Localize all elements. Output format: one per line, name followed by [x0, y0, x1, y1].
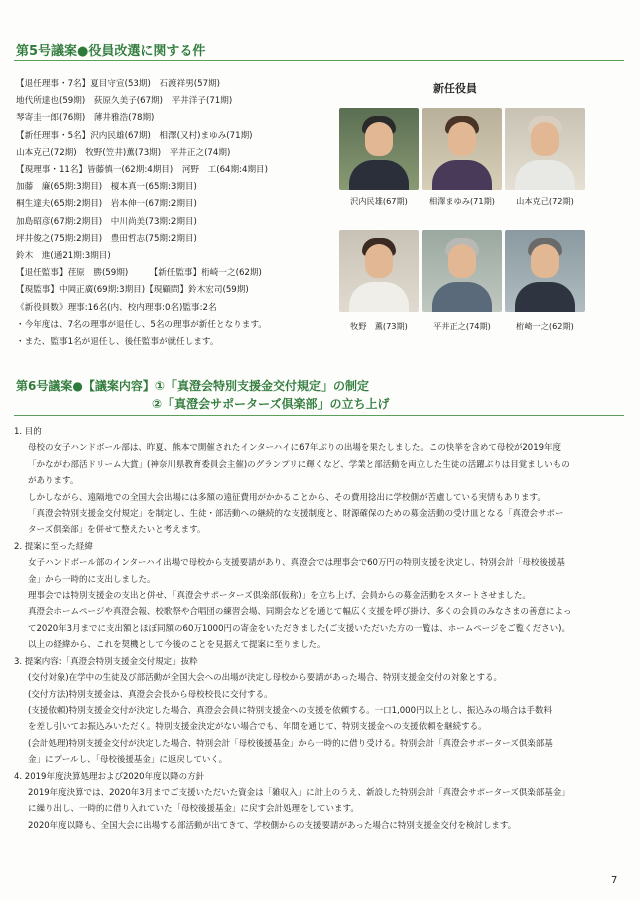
item-text: 2020年度以降も、全国大会に出場する部活動が出てきて、学校側からの支援要請があった場合に特別支援金交付を検討します。: [28, 820, 517, 831]
item-heading: 4. 2019年度決算処理および2020年度以降の方針: [14, 771, 205, 782]
officer-line: 地代所達也(59期) 荻原久美子(67期) 平井洋子(71期): [16, 96, 233, 107]
item-heading: 3. 提案内容:「真澄会特別支援金交付規定」抜粋: [14, 656, 198, 667]
item-heading: 2. 提案に至った経緯: [14, 541, 93, 552]
portrait-photo: [505, 108, 585, 190]
item-text: ターズ倶楽部」を併せて整えたいと考えます。: [28, 525, 206, 536]
officer-line: 山本克己(72期) 牧野(笠井)薫(73期) 平井正之(74期): [16, 147, 231, 158]
officer-line: 桐生達夫(65期:2期目) 岩本伸一(67期:2期目): [16, 199, 197, 210]
item-text: (会計処理)特別支援金交付が決定した場合、特別会計「母校後援基金」から一時的に借り受ける。特別会計「真澄会サポーターズ倶楽部基: [28, 738, 553, 749]
item-text: 理事会では特別支援金の支出と併せ、「真澄会サポーターズ倶楽部(仮称)」を立ち上げ、会員からの募金活動をスタートさせました。: [28, 591, 531, 602]
officer-line: ・今年度は、7名の理事が退任し、5名の理事が新任となります。: [16, 319, 267, 330]
section6-title: 第6号議案●【議案内容】①「真澄会特別支援金交付規定」の制定: [16, 379, 369, 393]
section5-title: 第5号議案●役員改選に関する件: [16, 44, 206, 59]
photo-caption: 平井正之(74期): [433, 321, 491, 331]
officer-line: ・また、監事1名が退任し、後任監事が就任します。: [16, 337, 219, 348]
officer-line: 加藤 廉(65期:3期目) 榎本真一(65期:3期目): [16, 182, 197, 193]
officer-line: 《新役員数》理事:16名(内、校内理事:0名)監事:2名: [16, 302, 217, 313]
item-text: (交付方法)特別支援金は、真澄会会長から母校校長に交付する。: [28, 689, 273, 700]
officer-line: 【現理事・11名】皆藤慎一(62期:4期目) 河野 工(64期:4期目): [16, 165, 269, 176]
page-number: 7: [611, 875, 618, 886]
portrait-photo: [505, 230, 585, 312]
item-text: に繰り出し、一時的に借り入れていた「母校後援基金」に戻す会計処理をしています。: [28, 804, 359, 815]
officer-line: 坪井俊之(75期:2期目) 豊田哲志(75期:2期目): [16, 233, 197, 244]
item-text: 女子ハンドボール部のインターハイ出場で母校から支援要請があり、真澄会では理事会で60万円の特別支援を決定し、特別会計「母校後援基: [28, 558, 565, 569]
officer-line: 鈴木 進(通21期:3期目): [16, 251, 111, 262]
photo-caption: 山本克己(72期): [516, 196, 574, 206]
officer-line: 琴寄圭一郎(76期) 薄井雅浩(78期): [16, 113, 155, 124]
section5-rule: [14, 60, 624, 61]
item-heading: 1. 目的: [14, 427, 42, 437]
officer-line: 【新任理事・5名】沢内民雄(67期) 相澤(又村)まゆみ(71期): [16, 130, 253, 141]
photo-caption: 沢内民雄(67期): [350, 196, 408, 206]
item-text: しかしながら、遠隔地での全国大会出場には多額の遠征費用がかかることから、その費用捻出に学校側が苦慮している実情もあります。: [28, 492, 546, 503]
item-text: 母校の女子ハンドボール部は、昨夏、熊本で開催されたインターハイに67年ぶりの出場を果たしました。この快挙を含めて母校が2019年度: [28, 443, 562, 454]
item-text: て2020年3月までに支出額とほぼ同額の60万1000円の寄金をいただきました(ご支援いただいた方の一覧は、ホームページをご覧ください)。: [28, 623, 570, 634]
item-text: 2019年度決算では、2020年3月までご支援いただいた資金は「雑収入」に計上のうえ、新設した特別会計「真澄会サポーターズ倶楽部基金」: [28, 787, 570, 798]
portrait-photo: [339, 230, 419, 312]
portrait-photo: [422, 230, 502, 312]
item-text: 「かながわ部活ドリーム大賞」(神奈川県教育委員会主催)のグランプリに輝くなど、学業と部活動を両立した生徒の活躍ぶりは目覚ましいもの: [28, 459, 570, 470]
photo-caption: 桁崎一之(62期): [516, 321, 574, 331]
item-text: 真澄会ホームページや真澄会報、校歌祭や合唱団の練習会場、同期会などを通じて幅広く支援を呼び掛け、多くの会員のみなさまの善意によっ: [28, 607, 572, 618]
item-text: (交付対象)在学中の生徒及び部活動が全国大会への出場が決定し母校から要請があった場合、特別支援金交付の対象とする。: [28, 673, 503, 684]
officer-list: [16, 76, 338, 351]
item-text: 金」から一時的に支出しました。: [28, 574, 156, 585]
section6-rule: [14, 415, 624, 416]
item-text: があります。: [28, 476, 79, 487]
item-text: (支援依頼)特別支援金交付が決定した場合、真澄会会員に特別支援金への支援を依頼する。一口1,000円以上とし、振込みの場合は手数料: [28, 705, 552, 716]
section6-body: [14, 424, 620, 834]
photos-title: 新任役員: [433, 82, 477, 95]
item-text: 以上の経緯から、これを契機として今後のことを見据えて提案に至りました。: [28, 640, 326, 651]
portrait-photo: [422, 108, 502, 190]
section6-title-line2: ②「真澄会サポーターズ倶楽部」の立ち上げ: [152, 397, 390, 411]
officer-line: 【現監事】中岡正廣(69期:3期目)【現顧問】鈴木宏司(59期): [16, 285, 249, 296]
photo-caption: 牧野 薫(73期): [350, 321, 408, 331]
photo-caption: 相澤まゆみ(71期): [429, 196, 495, 206]
officer-line: 加島昭彦(67期:2期目) 中川尚美(73期:2期目): [16, 216, 197, 227]
item-text: 金」にプールし、「母校後援基金」に返戻していく。: [28, 755, 228, 766]
item-text: 「真澄会特別支援金交付規定」を制定し、生徒・部活動への継続的な支援制度と、財源確保のための募金活動の受け皿となる「真澄会サポー: [28, 509, 564, 520]
officer-line: 【退任監事】荏原 勝(59期) 【新任監事】桁崎一之(62期): [16, 268, 262, 279]
portrait-photo: [339, 108, 419, 190]
officer-line: 【退任理事・7名】夏目守宣(53期) 石渡祥男(57期): [16, 79, 221, 89]
item-text: を差し引いてお振込みいただく。特別支援金決定がない場合でも、年間を通じて、特別支援金への支援依頼を継続する。: [28, 722, 487, 733]
